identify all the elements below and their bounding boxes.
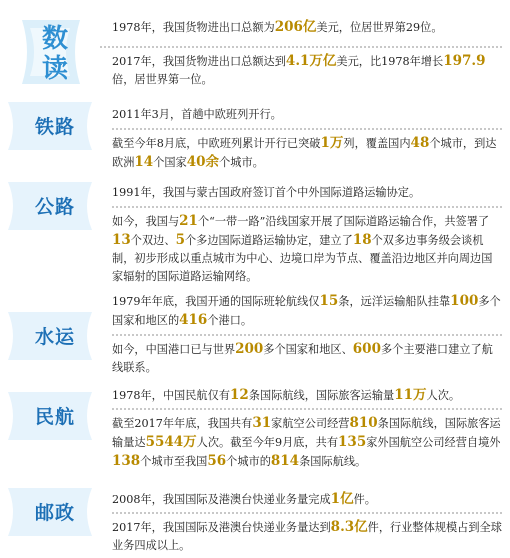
entry-text: 件，行业整体规模占到全球业务四成以上。 — [112, 521, 502, 552]
category-label-railway: 铁路 — [34, 116, 75, 138]
entry-text: 个城市的 — [226, 455, 271, 468]
road-entry-1991 — [112, 184, 502, 202]
entry-text: 个多边国际道路运输协定，建立了 — [184, 234, 353, 247]
entry-text: 2017年，我国国际及港澳台快递业务量达到 — [112, 521, 331, 534]
highlight-number: 21 — [179, 213, 198, 229]
highlight-number: 197.9 — [443, 53, 486, 69]
highlight-number: 12 — [229, 387, 249, 403]
entry-text: 人次。 — [426, 389, 461, 402]
highlight-number: 11万 — [394, 387, 427, 403]
water-entry-current — [112, 340, 502, 377]
separator-aviation — [112, 408, 502, 410]
entry-text: 多个主要港口建立了航线联系。 — [112, 343, 493, 374]
entry-text: 个“一带一路”沿线国家开展了国际道路运输合作，共签署了 — [197, 215, 490, 228]
entry-text: 个港口。 — [207, 314, 253, 327]
entry-text: 1978年，我国货物进出口总额为 — [112, 21, 275, 34]
entry-text: 家外国航空公司经营自境外 — [366, 436, 501, 449]
road-entry-current — [112, 212, 502, 286]
category-aviation — [0, 384, 110, 448]
trade-entry-1978 — [112, 18, 502, 37]
aviation-entry-1978 — [112, 386, 502, 405]
entry-text: 2008年，我国国际及港澳台快递业务量完成 — [112, 493, 331, 506]
entry-text: 个双多边事务级会谈机制，初步形成以重点城市为中心、边境口岸为节点、覆盖沿边地区并向周边国家辐射的国际道路运输网络。 — [112, 234, 493, 283]
entry-text: 个国家 — [153, 156, 187, 169]
entry-text: 人次。截至今年9月底，共有 — [196, 436, 339, 449]
highlight-number: 18 — [352, 232, 372, 248]
highlight-number: 810 — [349, 415, 378, 431]
highlight-number: 8.3亿 — [330, 519, 368, 535]
highlight-number: 206亿 — [274, 19, 317, 35]
header-title: 数读 — [41, 24, 68, 84]
aviation-entry-current — [112, 414, 502, 471]
postal-entry-2008 — [112, 490, 502, 509]
entry-text: 多个国家和地区的 — [112, 295, 501, 327]
separator-water — [112, 334, 502, 336]
highlight-number: 200 — [235, 341, 264, 357]
separator-postal — [112, 512, 502, 514]
entry-text: 个城市。 — [219, 156, 264, 169]
trade-entry-2017 — [112, 52, 502, 89]
entry-text: 条，远洋运输船队挂靠 — [338, 295, 451, 308]
entry-text: 个城市，到达欧洲 — [112, 137, 497, 169]
category-label-water: 水运 — [34, 326, 75, 348]
highlight-number: 1万 — [320, 135, 344, 151]
entry-text: 如今，中国港口已与世界 — [112, 343, 236, 356]
separator-road — [112, 206, 502, 208]
highlight-number: 13 — [112, 232, 131, 248]
header-banner — [10, 10, 94, 94]
entry-text: 个双边、 — [130, 234, 176, 247]
category-label-road: 公路 — [34, 196, 75, 218]
category-water — [0, 304, 110, 368]
highlight-number: 1亿 — [330, 491, 354, 507]
highlight-number: 5 — [175, 232, 185, 248]
entry-text: 2017年，我国货物进出口总额达到 — [112, 55, 286, 68]
railway-entry-2011 — [112, 106, 502, 124]
entry-text: 美元，位居世界第29位。 — [316, 21, 443, 34]
highlight-number: 135 — [338, 434, 367, 450]
highlight-number: 138 — [112, 453, 141, 469]
entry-text: 1991年，我国与蒙古国政府签订首个中外国际道路运输协定。 — [112, 186, 421, 199]
entry-text: 列，覆盖国内 — [343, 137, 411, 150]
entry-text: 多个国家和地区、 — [263, 343, 353, 356]
entry-text: 美元，比1978年增长 — [336, 55, 444, 68]
highlight-number: 100 — [450, 293, 479, 309]
banner-separator — [100, 46, 502, 48]
highlight-number: 31 — [252, 415, 272, 431]
entry-text: 如今，我国与 — [112, 215, 180, 228]
highlight-number: 56 — [207, 453, 227, 469]
entry-text: 截至2017年年底，我国共有 — [112, 417, 253, 430]
railway-entry-current — [112, 134, 502, 172]
entry-text: 1979年年底，我国开通的国际班轮航线仅 — [112, 295, 320, 308]
highlight-number: 416 — [179, 312, 208, 328]
entry-text: 家航空公司经营 — [271, 417, 350, 430]
category-label-aviation: 民航 — [34, 406, 75, 428]
highlight-number: 14 — [134, 154, 154, 170]
category-railway — [0, 94, 110, 158]
category-road — [0, 174, 110, 238]
highlight-number: 814 — [270, 453, 300, 469]
highlight-number: 15 — [319, 293, 339, 309]
entry-text: 倍，居世界第一位。 — [112, 73, 213, 86]
entry-text: 截至今年8月底，中欧班列累计开行已突破 — [112, 137, 321, 150]
postal-entry-2017 — [112, 518, 502, 555]
category-postal — [0, 480, 110, 544]
highlight-number: 48 — [410, 135, 430, 151]
category-label-postal: 邮政 — [34, 502, 75, 524]
entry-text: 个城市至我国 — [140, 455, 208, 468]
entry-text: 1978年，中国民航仅有 — [112, 389, 230, 402]
entry-text: 条国际航线，国际旅客运输量 — [248, 389, 395, 402]
water-entry-1979 — [112, 292, 502, 330]
highlight-number: 5544万 — [145, 434, 197, 450]
entry-text: 条国际航线。 — [299, 455, 367, 468]
highlight-number: 40余 — [186, 154, 220, 170]
highlight-number: 600 — [352, 341, 381, 357]
entry-text: 条国际航线，国际旅客运输量达 — [112, 417, 501, 449]
separator-railway — [112, 128, 502, 130]
highlight-number: 4.1万亿 — [285, 53, 337, 69]
entry-text: 件。 — [353, 493, 376, 506]
entry-text: 2011年3月，首趟中欧班列开行。 — [112, 108, 282, 121]
